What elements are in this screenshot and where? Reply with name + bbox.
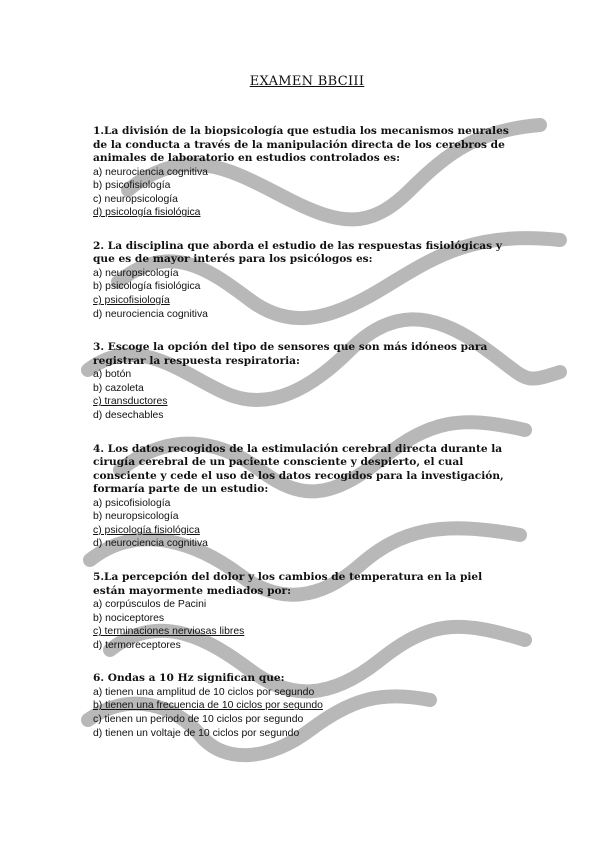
answer-option-correct: c) psicología fisiológica (93, 524, 200, 536)
question-text: 1.La división de la biopsicología que estudia los mecanismos neurales de la conducta a través de la manipulación directa de los cerebros de animales de laboratorio en estudios controlados es: (93, 125, 509, 164)
answer-option: a) botón (93, 369, 132, 381)
exam-title: EXAMEN BBCIII (249, 74, 365, 89)
answer-option-correct: b) tienen una frecuencia de 10 ciclos por segundo (93, 700, 323, 712)
answer-option: a) corpúsculos de Pacini (93, 599, 207, 610)
question-list (93, 125, 513, 740)
answer-option: a) psicofisiología (93, 497, 171, 509)
option-list (93, 267, 513, 321)
question-block (93, 672, 513, 740)
answer-option-correct: c) terminaciones nerviosas libres (93, 626, 245, 638)
answer-option: a) neurociencia cognitiva (93, 166, 208, 178)
answer-option: d) neurociencia cognitiva (93, 538, 208, 550)
answer-option: b) neuropsicología (93, 511, 179, 523)
answer-option: d) tienen un voltaje de 10 ciclos por segundo (93, 727, 300, 739)
question-block (93, 571, 513, 652)
answer-option-correct: d) psicología fisiológica (93, 207, 201, 219)
answer-option: b) psicología fisiológica (93, 281, 201, 293)
answer-option: c) tienen un periodo de 10 ciclos por segundo (93, 714, 304, 726)
option-list (93, 497, 513, 551)
question-text: 3. Escoge la opción del tipo de sensores que son más idóneos para registrar la respuesta respiratoria: (93, 341, 488, 367)
option-list (93, 368, 513, 422)
exam-document (93, 74, 513, 760)
answer-option: d) neurociencia cognitiva (93, 308, 208, 320)
answer-option: b) nociceptores (93, 612, 165, 624)
answer-option-correct: c) transductores (93, 396, 168, 408)
option-list (93, 598, 513, 652)
question-block (93, 125, 513, 220)
answer-option: b) cazoleta (93, 382, 144, 394)
question-text: 5.La percepción del dolor y los cambios de temperatura en la piel están mayormente mediados por: (93, 571, 483, 597)
question-block (93, 341, 513, 422)
question-text: 4. Los datos recogidos de la estimulación cerebral directa durante la cirugía cerebral de un paciente consciente y despierto, el cual consciente y cede el uso de los datos recogidos para la investigación, formaría parte de un estudio: (93, 442, 504, 496)
answer-option: a) neuropsicología (93, 267, 179, 279)
question-text: 2. La disciplina que aborda el estudio de las respuestas fisiológicas y que es de mayor interés para los psicólogos es: (93, 239, 502, 266)
question-block (93, 240, 513, 321)
answer-option: b) psicofisiología (93, 180, 171, 192)
answer-option: a) tienen una amplitud de 10 ciclos por segundo (93, 686, 315, 698)
question-text: 6. Ondas a 10 Hz significan que: (93, 672, 285, 685)
answer-option: c) neuropsicología (93, 193, 178, 205)
option-list (93, 686, 513, 740)
answer-option: d) desechables (93, 410, 164, 422)
option-list (93, 166, 513, 220)
answer-option: d) termoreceptores (93, 639, 181, 651)
question-block (93, 443, 513, 551)
answer-option-correct: c) psicofisiología (93, 295, 170, 307)
